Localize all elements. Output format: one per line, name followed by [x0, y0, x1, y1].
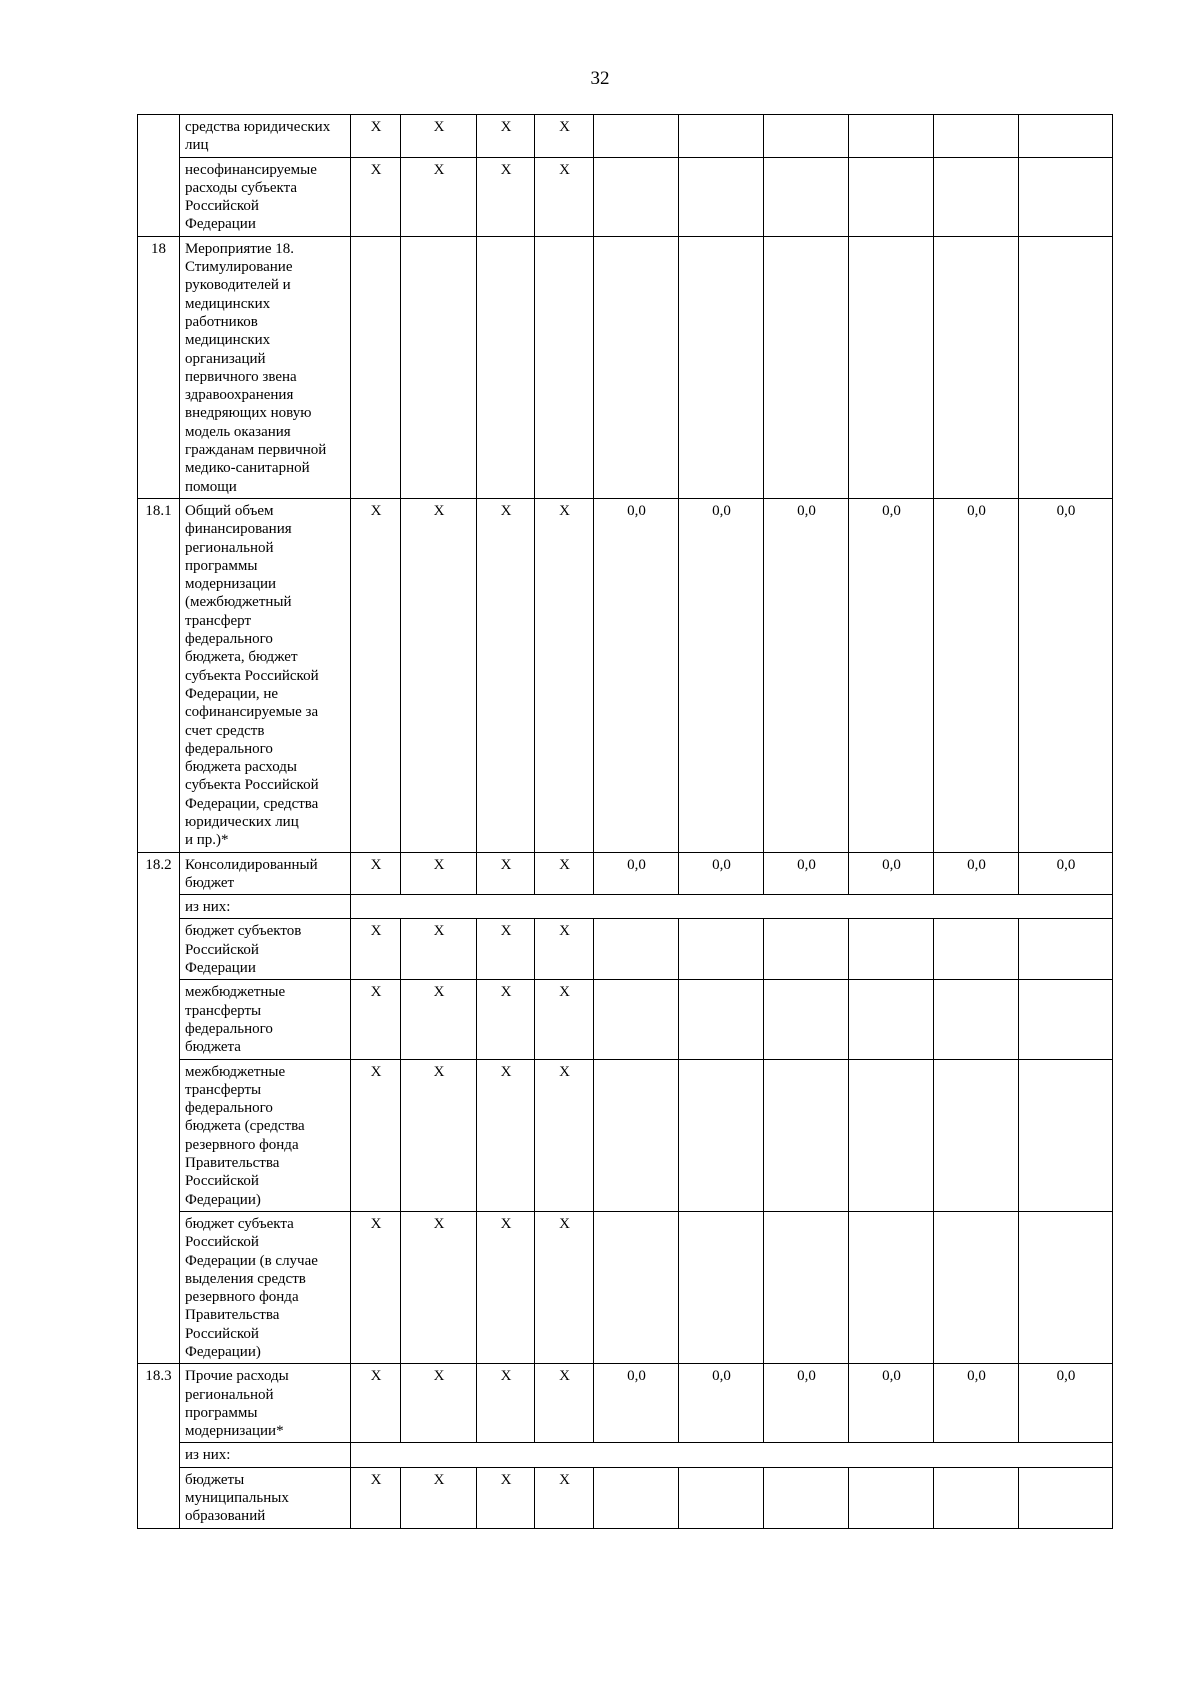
mark-cell: Х	[477, 115, 535, 158]
mark-cell: Х	[351, 1211, 401, 1363]
value-cell	[594, 1059, 679, 1211]
mark-cell: Х	[401, 115, 477, 158]
table-row	[138, 1211, 1113, 1363]
mark-cell: Х	[535, 852, 594, 895]
row-name-cell: Прочие расходы региональной программы модернизации*	[180, 1364, 351, 1443]
value-cell	[764, 1059, 849, 1211]
value-cell	[849, 1467, 934, 1528]
mark-cell: Х	[535, 1364, 594, 1443]
mark-cell: Х	[401, 1059, 477, 1211]
table-row	[138, 1443, 1113, 1467]
row-name-cell: бюджеты муниципальных образований	[180, 1467, 351, 1528]
mark-cell: Х	[535, 980, 594, 1059]
value-cell: 0,0	[679, 852, 764, 895]
mark-cell: Х	[477, 157, 535, 236]
value-cell	[594, 157, 679, 236]
row-number-cell: 18	[138, 236, 180, 498]
mark-cell: Х	[401, 157, 477, 236]
mark-cell: Х	[401, 980, 477, 1059]
mark-cell	[351, 236, 401, 498]
value-cell	[1019, 1467, 1113, 1528]
value-cell: 0,0	[1019, 1364, 1113, 1443]
value-cell	[849, 236, 934, 498]
table-row	[138, 895, 1113, 919]
mark-cell: Х	[351, 1467, 401, 1528]
value-cell	[934, 919, 1019, 980]
value-cell	[764, 115, 849, 158]
mark-cell: Х	[535, 115, 594, 158]
merged-empty-cell	[351, 895, 1113, 919]
row-number-cell: 18.1	[138, 498, 180, 852]
table-body	[138, 115, 1113, 1529]
mark-cell: Х	[351, 1364, 401, 1443]
value-cell	[764, 157, 849, 236]
mark-cell: Х	[351, 498, 401, 852]
value-cell	[594, 236, 679, 498]
value-cell	[849, 115, 934, 158]
mark-cell: Х	[351, 157, 401, 236]
mark-cell	[477, 236, 535, 498]
value-cell: 0,0	[679, 1364, 764, 1443]
value-cell: 0,0	[934, 498, 1019, 852]
row-number-cell: 18.3	[138, 1364, 180, 1528]
value-cell	[594, 980, 679, 1059]
row-name-cell: Общий объем финансирования региональной программы модернизации (межбюджетный трансферт федерального бюджета, бюджет субъекта Российской Федерации, не софинансируемые за счет средств федерального бюджета расходы субъекта Российской Федерации, средства юридических лиц и пр.)*	[180, 498, 351, 852]
mark-cell: Х	[535, 498, 594, 852]
value-cell	[934, 1059, 1019, 1211]
value-cell	[934, 1467, 1019, 1528]
value-cell: 0,0	[849, 1364, 934, 1443]
mark-cell: Х	[401, 919, 477, 980]
row-name-cell: из них:	[180, 1443, 351, 1467]
value-cell	[679, 1467, 764, 1528]
row-name-cell: бюджет субъектов Российской Федерации	[180, 919, 351, 980]
value-cell	[679, 236, 764, 498]
value-cell	[679, 1059, 764, 1211]
value-cell: 0,0	[764, 852, 849, 895]
value-cell	[849, 157, 934, 236]
value-cell	[849, 919, 934, 980]
mark-cell: Х	[401, 1211, 477, 1363]
mark-cell: Х	[535, 919, 594, 980]
value-cell: 0,0	[594, 1364, 679, 1443]
value-cell: 0,0	[764, 498, 849, 852]
value-cell	[934, 115, 1019, 158]
table-row	[138, 919, 1113, 980]
mark-cell: Х	[351, 1059, 401, 1211]
value-cell	[1019, 115, 1113, 158]
value-cell: 0,0	[934, 852, 1019, 895]
value-cell	[679, 1211, 764, 1363]
mark-cell: Х	[351, 852, 401, 895]
mark-cell: Х	[535, 157, 594, 236]
mark-cell: Х	[535, 1059, 594, 1211]
table-row	[138, 852, 1113, 895]
value-cell: 0,0	[764, 1364, 849, 1443]
row-number-cell	[138, 115, 180, 237]
row-name-cell: бюджет субъекта Российской Федерации (в случае выделения средств резервного фонда Правительства Российской Федерации)	[180, 1211, 351, 1363]
mark-cell: Х	[351, 980, 401, 1059]
value-cell: 0,0	[679, 498, 764, 852]
mark-cell: Х	[351, 115, 401, 158]
value-cell	[934, 980, 1019, 1059]
value-cell: 0,0	[594, 498, 679, 852]
mark-cell: Х	[477, 498, 535, 852]
value-cell: 0,0	[1019, 498, 1113, 852]
mark-cell: Х	[351, 919, 401, 980]
mark-cell: Х	[477, 1211, 535, 1363]
value-cell	[1019, 1059, 1113, 1211]
row-number-cell: 18.2	[138, 852, 180, 1364]
mark-cell: Х	[401, 498, 477, 852]
table-row	[138, 980, 1113, 1059]
mark-cell: Х	[535, 1467, 594, 1528]
value-cell	[849, 1059, 934, 1211]
mark-cell: Х	[477, 980, 535, 1059]
mark-cell: Х	[477, 1059, 535, 1211]
value-cell	[594, 115, 679, 158]
value-cell	[934, 1211, 1019, 1363]
value-cell	[1019, 236, 1113, 498]
value-cell	[1019, 157, 1113, 236]
value-cell	[1019, 980, 1113, 1059]
table-row	[138, 498, 1113, 852]
table-row	[138, 1467, 1113, 1528]
value-cell	[934, 157, 1019, 236]
value-cell	[1019, 1211, 1113, 1363]
table-row	[138, 1364, 1113, 1443]
mark-cell: Х	[477, 852, 535, 895]
value-cell: 0,0	[934, 1364, 1019, 1443]
mark-cell: Х	[401, 1364, 477, 1443]
value-cell	[679, 980, 764, 1059]
value-cell	[849, 1211, 934, 1363]
mark-cell: Х	[401, 852, 477, 895]
value-cell	[764, 236, 849, 498]
table-row	[138, 1059, 1113, 1211]
table-row	[138, 236, 1113, 498]
value-cell: 0,0	[594, 852, 679, 895]
value-cell	[594, 1211, 679, 1363]
mark-cell: Х	[535, 1211, 594, 1363]
value-cell: 0,0	[1019, 852, 1113, 895]
table-row	[138, 115, 1113, 158]
value-cell	[679, 919, 764, 980]
value-cell	[594, 1467, 679, 1528]
mark-cell	[535, 236, 594, 498]
value-cell	[764, 919, 849, 980]
row-name-cell: средства юридических лиц	[180, 115, 351, 158]
value-cell	[934, 236, 1019, 498]
value-cell: 0,0	[849, 852, 934, 895]
value-cell	[679, 115, 764, 158]
mark-cell: Х	[401, 1467, 477, 1528]
value-cell	[764, 1467, 849, 1528]
value-cell: 0,0	[849, 498, 934, 852]
value-cell	[594, 919, 679, 980]
value-cell	[764, 980, 849, 1059]
row-name-cell: Консолидированный бюджет	[180, 852, 351, 895]
mark-cell: Х	[477, 1364, 535, 1443]
value-cell	[679, 157, 764, 236]
value-cell	[764, 1211, 849, 1363]
budget-table	[137, 114, 1113, 1529]
merged-empty-cell	[351, 1443, 1113, 1467]
row-name-cell: межбюджетные трансферты федерального бюджета	[180, 980, 351, 1059]
value-cell	[849, 980, 934, 1059]
table-row	[138, 157, 1113, 236]
mark-cell: Х	[477, 1467, 535, 1528]
value-cell	[1019, 919, 1113, 980]
row-name-cell: из них:	[180, 895, 351, 919]
row-name-cell: Мероприятие 18. Стимулирование руководителей и медицинских работников медицинских организаций первичного звена здравоохранения внедряющих новую модель оказания гражданам первичной медико-санитарной помощи	[180, 236, 351, 498]
mark-cell	[401, 236, 477, 498]
page-number: 32	[590, 68, 610, 89]
mark-cell: Х	[477, 919, 535, 980]
row-name-cell: межбюджетные трансферты федерального бюджета (средства резервного фонда Правительства Российской Федерации)	[180, 1059, 351, 1211]
row-name-cell: несофинансируемые расходы субъекта Российской Федерации	[180, 157, 351, 236]
